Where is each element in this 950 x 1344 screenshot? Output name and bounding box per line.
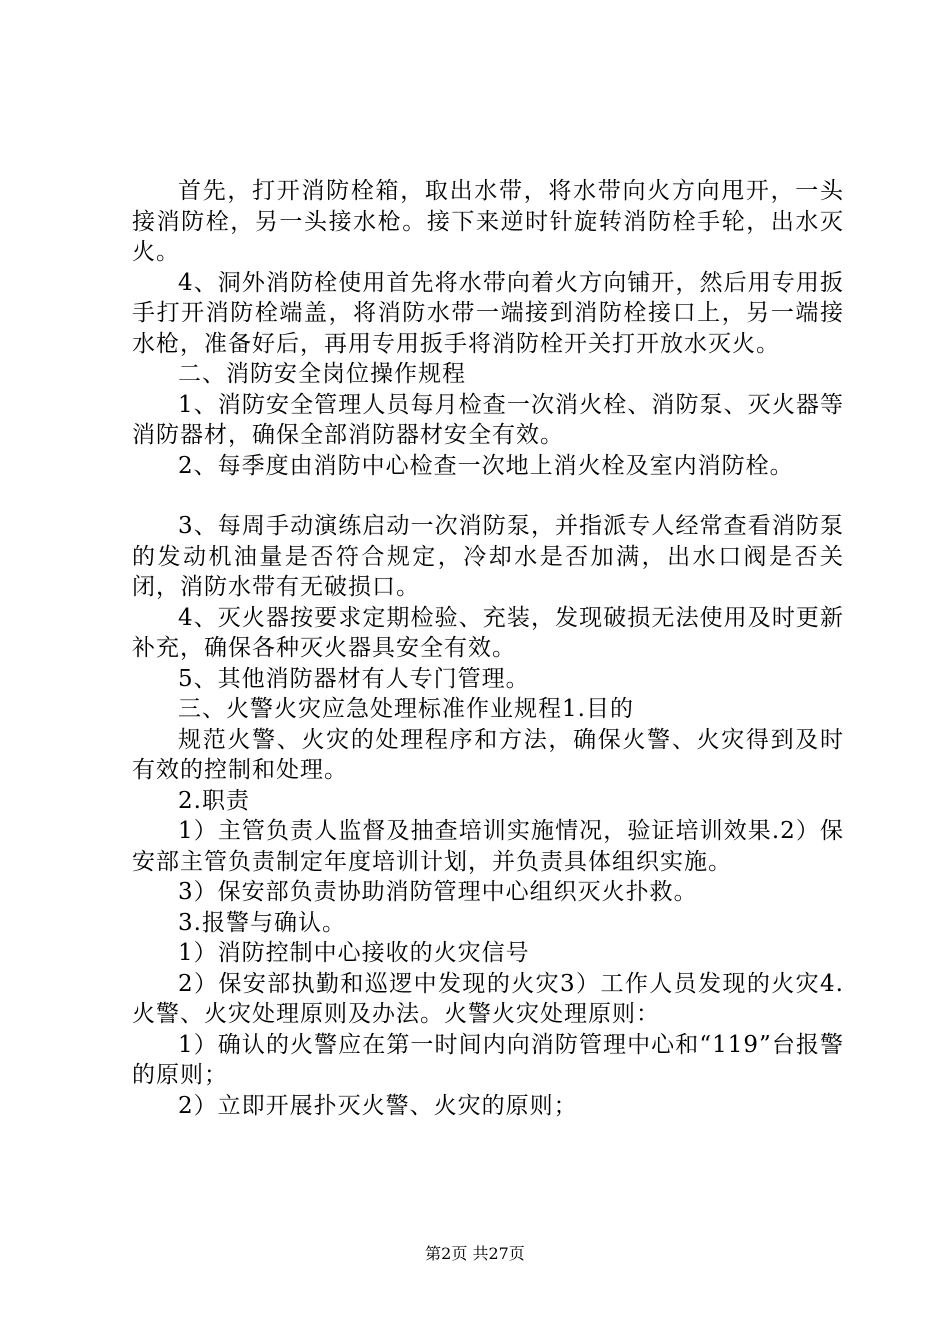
paragraph-principle-2: 2）立即开展扑灭火警、火灾的原则； [178, 1092, 578, 1119]
page-footer: 第2页 共27页 [425, 1244, 525, 1263]
paragraph-rule-1: 1、消防安全管理人员每月检查一次消火栓、消防泵、灭火器等消防器材，确保全部消防器材安全有效。 [132, 391, 844, 448]
subheading-duties: 2.职责 [178, 787, 250, 814]
paragraph-duty-3: 3）保安部负责协助消防管理中心组织灭火扑救。 [178, 879, 698, 905]
section-heading-3: 三、火警火灾应急处理标准作业规程1.目的 [178, 696, 634, 722]
paragraph-hydrant-usage: 首先，打开消防栓箱，取出水带，将水带向火方向甩开，一头接消防栓，另一头接水枪。接下来逆时针旋转消防栓手轮，出水灭火。 [132, 178, 844, 265]
paragraph-alarm-1: 1）消防控制中心接收的火灾信号 [178, 940, 530, 966]
paragraph-principle-1: 1）确认的火警应在第一时间内向消防管理中心和“119”台报警的原则； [132, 1031, 844, 1088]
paragraph-rule-2: 2、每季度由消防中心检查一次地上消火栓及室内消防栓。 [178, 452, 794, 479]
paragraph-rule-4: 4、灭火器按要求定期检验、充装，发现破损无法使用及时更新补充，确保各种灭火器具安全有效。 [132, 604, 844, 661]
paragraph-alarm-2-3: 2）保安部执勤和巡逻中发现的火灾3）工作人员发现的火灾4.火警、火灾处理原则及办法。火警火灾处理原则： [132, 970, 844, 1027]
section-heading-2: 二、消防安全岗位操作规程 [178, 361, 466, 387]
paragraph-rule-3: 3、每周手动演练启动一次消防泵，并指派专人经常查看消防泵的发动机油量是否符合规定，冷却水是否加满，出水口阀是否关闭，消防水带有无破损口。 [132, 513, 844, 600]
paragraph-outdoor-hydrant: 4、洞外消防栓使用首先将水带向着火方向铺开，然后用专用扳手打开消防栓端盖，将消防水带一端接到消防栓接口上，另一端接水枪，准备好后，再用专用扳手将消防栓开关打开放水灭火。 [132, 269, 844, 357]
paragraph-duty-1-2: 1）主管负责人监督及抽查培训实施情况，验证培训效果.2）保安部主管负责制定年度培训计划，并负责具体组织实施。 [132, 818, 844, 875]
document-body [132, 176, 844, 1121]
paragraph-purpose: 规范火警、火灾的处理程序和方法，确保火警、火灾得到及时有效的控制和处理。 [132, 726, 844, 783]
paragraph-rule-5: 5、其他消防器材有人专门管理。 [178, 665, 530, 692]
subheading-alarm: 3.报警与确认。 [178, 909, 346, 936]
